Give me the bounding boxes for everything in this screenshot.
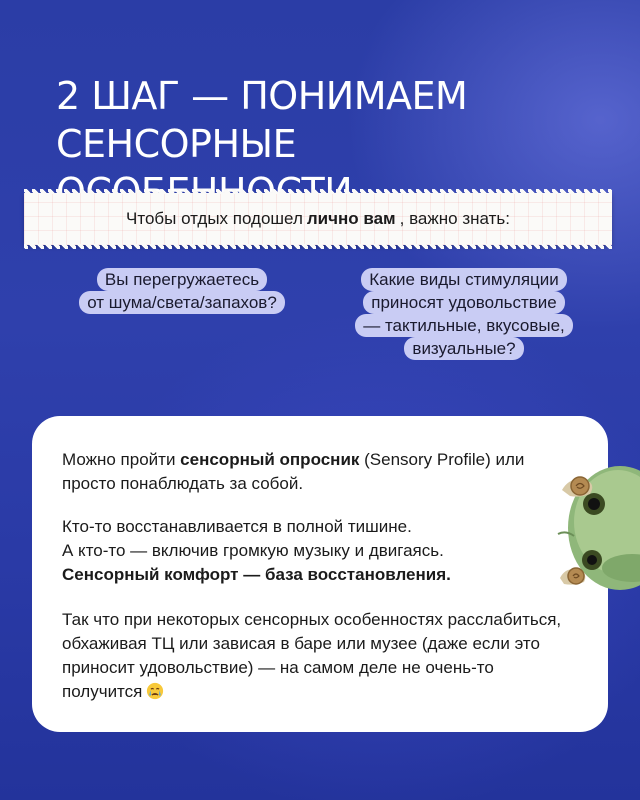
note-text-bold: лично вам <box>306 209 396 228</box>
p3-text: Так что при некоторых сенсорных особенностях расслабиться, обхаживая ТЦ или зависая в баре или музее (даже если это приносит удовольствие) — на самом деле не очень-то получится <box>62 610 562 701</box>
p2-line-1: Кто-то восстанавливается в полной тишине. <box>62 517 412 536</box>
p2-line-2: А кто-то — включив громкую музыку и двигаясь. <box>62 541 444 560</box>
question-bubble-overload <box>54 268 310 314</box>
bubble-line: визуальные? <box>404 337 523 360</box>
question-bubble-stimulation <box>326 268 602 360</box>
p1-bold: сенсорный опросник <box>180 450 360 469</box>
bubble-line: Вы перегружаетесь <box>97 268 267 291</box>
note-text-before: Чтобы отдых подошел <box>126 209 303 228</box>
p1-before: Можно пройти <box>62 450 181 469</box>
title-line-1: 2 ШАГ — ПОНИМАЕМ <box>56 74 468 118</box>
bubble-line: — тактильные, вкусовые, <box>355 314 573 337</box>
card-paragraph-3 <box>62 608 562 704</box>
note-text-after: , важно знать: <box>399 209 510 228</box>
paper-note <box>24 193 612 245</box>
bubble-line: приносят удовольствие <box>363 291 565 314</box>
info-card <box>32 416 608 732</box>
title-line-2: СЕНСОРНЫЕ <box>56 122 297 166</box>
crying-face-icon <box>146 682 164 700</box>
bubble-line: Какие виды стимуляции <box>361 268 567 291</box>
p1-after: (Sensory Profile) или просто понаблюдать за собой. <box>62 450 525 493</box>
card-paragraph-2 <box>62 515 562 587</box>
p2-bold: Сенсорный комфорт — база восстановления. <box>62 565 451 584</box>
bubble-line: от шума/света/запахов? <box>79 291 285 314</box>
card-paragraph-1 <box>62 448 562 496</box>
frog-with-snails-icon <box>540 450 640 600</box>
